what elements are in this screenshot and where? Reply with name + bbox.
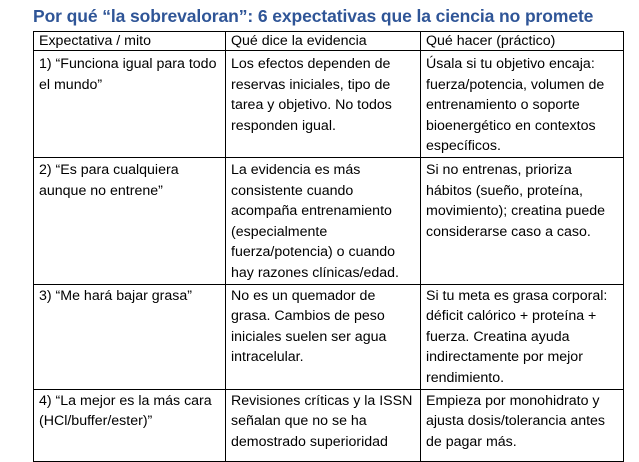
- cell-myth: 3) “Me hará bajar grasa”: [34, 284, 226, 389]
- cell-myth: 4) “La mejor es la más cara (HCl/buffer/ester)”: [34, 389, 226, 461]
- cell-practical: Si no entrenas, prioriza hábitos (sueño, proteína, movimiento); creatina puede considerarse caso a caso.: [421, 158, 624, 285]
- header-practical: Qué hacer (práctico): [421, 32, 624, 51]
- cell-myth: 2) “Es para cualquiera aunque no entrene”: [34, 158, 226, 285]
- document-title: Por qué “la sobrevaloran”: 6 expectativas que la ciencia no promete: [33, 6, 594, 26]
- cell-evidence: La evidencia es más consistente cuando acompaña entrenamiento (especialmente fuerza/potencia) o cuando hay razones clínicas/edad.: [226, 158, 421, 285]
- cell-evidence: Revisiones críticas y la ISSN señalan que no se ha demostrado superioridad: [226, 389, 421, 461]
- table-header-row: [34, 32, 624, 51]
- expectations-table: [33, 31, 624, 462]
- cell-practical: Empieza por monohidrato y ajusta dosis/tolerancia antes de pagar más.: [421, 389, 624, 461]
- cell-myth: 1) “Funciona igual para todo el mundo”: [34, 51, 226, 158]
- table-row: [34, 158, 624, 285]
- table-row: [34, 284, 624, 389]
- table-row: [34, 389, 624, 461]
- cell-evidence: No es un quemador de grasa. Cambios de peso iniciales suelen ser agua intracelular.: [226, 284, 421, 389]
- table-row: [34, 51, 624, 158]
- header-evidence: Qué dice la evidencia: [226, 32, 421, 51]
- cell-practical: Úsala si tu objetivo encaja: fuerza/potencia, volumen de entrenamiento o soporte bioenergético en contextos específicos.: [421, 51, 624, 158]
- cell-evidence: Los efectos dependen de reservas iniciales, tipo de tarea y objetivo. No todos responden igual.: [226, 51, 421, 158]
- cell-practical: Si tu meta es grasa corporal: déficit calórico + proteína + fuerza. Creatina ayuda indirectamente por mejor rendimiento.: [421, 284, 624, 389]
- header-myth: Expectativa / mito: [34, 32, 226, 51]
